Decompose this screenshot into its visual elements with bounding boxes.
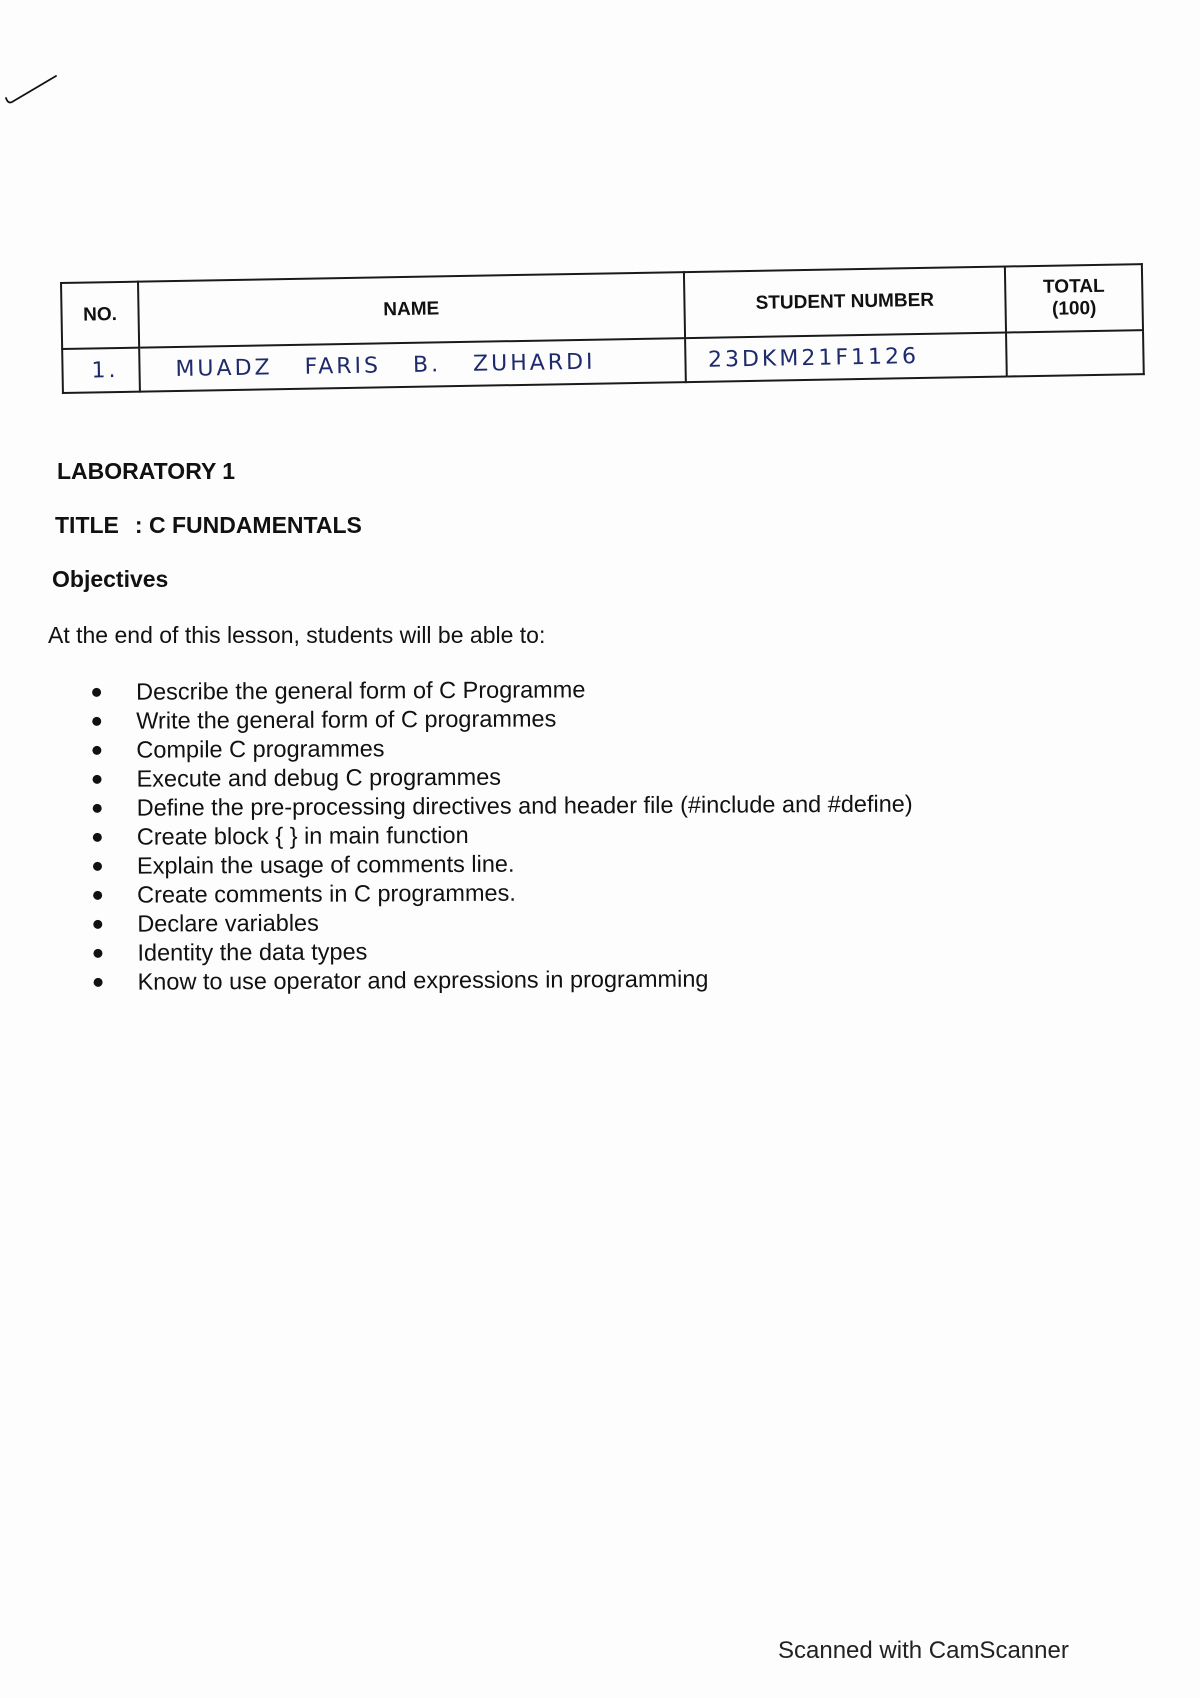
objective-text: Compile C programmes <box>136 735 385 763</box>
objective-text: Know to use operator and expressions in programming <box>137 965 709 995</box>
intro-text: At the end of this lesson, students will be able to: <box>48 622 546 648</box>
check-mark-icon <box>4 70 64 110</box>
list-item <box>70 761 912 794</box>
objective-text: Write the general form of C programmes <box>136 705 557 734</box>
cell-student-number: 23DKM21F1126 <box>685 332 1007 382</box>
header-total-label: TOTAL <box>1042 275 1105 298</box>
list-item <box>71 848 913 881</box>
header-no: NO. <box>61 282 139 349</box>
bullet-icon <box>93 862 102 871</box>
cell-total <box>1006 330 1144 376</box>
student-info-table <box>60 263 1145 394</box>
objective-text: Explain the usage of comments line. <box>136 850 515 879</box>
bullet-icon <box>93 949 102 958</box>
list-item <box>71 935 913 968</box>
header-total-max: (100) <box>1051 297 1097 320</box>
list-item <box>71 906 913 939</box>
bullet-icon <box>93 804 102 813</box>
title-label: TITLE <box>55 512 119 538</box>
bullet-icon <box>94 978 103 987</box>
objective-text: Declare variables <box>137 909 319 937</box>
header-name: NAME <box>138 272 685 348</box>
list-item <box>70 674 912 707</box>
cell-name: MUADZ FARIS B. ZUHARDI <box>139 338 685 392</box>
bullet-icon <box>92 688 101 697</box>
list-item <box>70 732 912 765</box>
title-line <box>55 512 362 539</box>
objective-text: Create block { } in main function <box>136 821 469 850</box>
bullet-icon <box>93 833 102 842</box>
header-total <box>1005 264 1143 332</box>
list-item <box>71 877 913 910</box>
objective-text: Create comments in C programmes. <box>137 879 516 908</box>
header-student-number: STUDENT NUMBER <box>683 267 1006 339</box>
bullet-icon <box>93 920 102 929</box>
bullet-icon <box>93 891 102 900</box>
list-item <box>70 703 912 736</box>
scanner-watermark: Scanned with CamScanner <box>778 1637 1069 1664</box>
list-item <box>72 964 914 997</box>
lab-heading: LABORATORY 1 <box>57 458 236 484</box>
bullet-icon <box>92 746 101 755</box>
objective-text: Execute and debug C programmes <box>136 763 502 792</box>
objectives-list <box>70 674 914 997</box>
objectives-heading: Objectives <box>52 566 169 592</box>
cell-no: 1. <box>62 348 140 393</box>
objective-text: Define the pre-processing directives and header file (#include and #define) <box>136 790 913 821</box>
objective-text: Describe the general form of C Programme <box>136 676 586 705</box>
list-item <box>71 819 913 852</box>
bullet-icon <box>92 717 101 726</box>
objective-text: Identity the data types <box>137 938 368 966</box>
bullet-icon <box>93 775 102 784</box>
title-value: : C FUNDAMENTALS <box>134 512 362 538</box>
list-item <box>71 790 913 823</box>
